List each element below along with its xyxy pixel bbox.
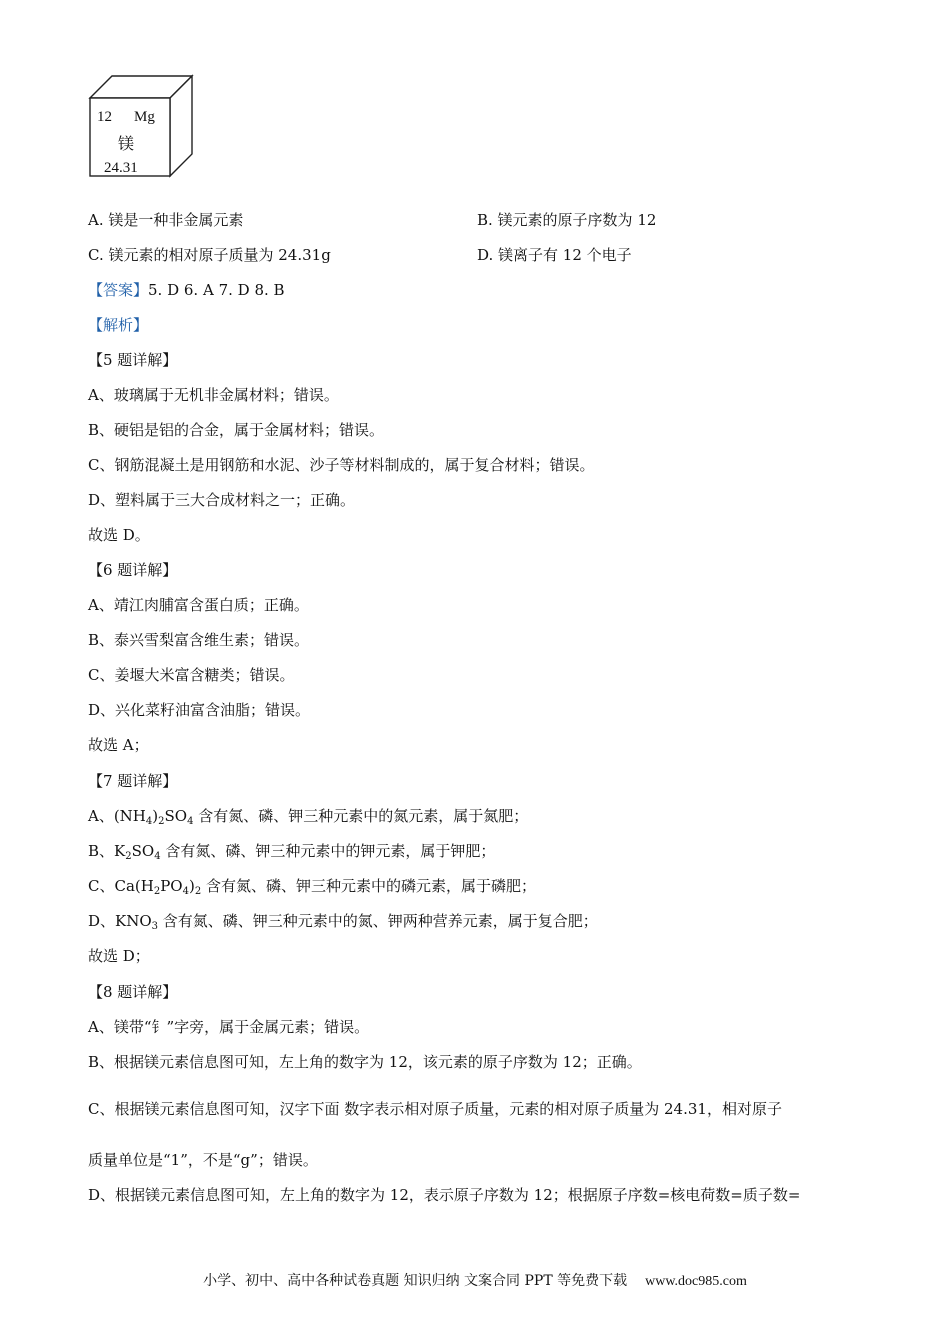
q8-line-c-cont: 质量单位是“1”，不是“g”；错误。 (88, 1151, 318, 1169)
q8-heading: 【8 题详解】 (88, 983, 178, 1001)
option-b: B. 镁元素的原子序数为 12 (477, 211, 657, 229)
q8-line-a: A、镁带“钅”字旁，属于金属元素；错误。 (88, 1018, 370, 1036)
atomic-mass: 24.31 (104, 160, 138, 176)
element-symbol: Mg (134, 109, 155, 125)
q7-line-a: A、$(NH_4)_2SO_4$ 含有氮、磷、钾三种元素中的氮元素，属于氮肥； (88, 807, 529, 827)
q5-line-c: C、钢筋混凝土是用钢筋和水泥、沙子等材料制成的，属于复合材料；错误。 (88, 456, 595, 474)
q6-line-a: A、靖江肉脯富含蛋白质；正确。 (88, 596, 309, 614)
q6-line-b: B、泰兴雪梨富含维生素；错误。 (88, 631, 310, 649)
q5-line-b: B、硬铝是铝的合金，属于金属材料；错误。 (88, 421, 385, 439)
option-a: A. 镁是一种非金属元素 (88, 211, 244, 229)
q7-heading: 【7 题详解】 (88, 772, 178, 790)
q5-line-a: A、玻璃属于无机非金属材料；错误。 (88, 386, 339, 404)
q7-line-b: B、$K_2SO_4$ 含有氮、磷、钾三种元素中的钾元素，属于钾肥； (88, 842, 496, 862)
footer-text: 小学、初中、高中各种试卷真题 知识归纳 文案合同 PPT 等免费下载 (203, 1273, 628, 1289)
option-d: D. 镁离子有 12 个电子 (477, 246, 632, 264)
q7-conclusion: 故选 D； (88, 947, 150, 965)
footer-url[interactable]: www.doc985.com (645, 1274, 747, 1289)
q8-line-b: B、根据镁元素信息图可知，左上角的数字为 12，该元素的原子序数为 12；正确。 (88, 1053, 642, 1071)
q7-line-c: C、$Ca(H_2PO_4)_2$ 含有氮、磷、钾三种元素中的磷元素，属于磷肥； (88, 877, 536, 897)
q8-line-d: D、根据镁元素信息图可知，左上角的数字为 12，表示原子序数为 12；根据原子序数=核电荷数=质子数= (88, 1186, 801, 1204)
q6-line-d: D、兴化菜籽油富含油脂；错误。 (88, 701, 311, 719)
q6-line-c: C、姜堰大米富含糖类；错误。 (88, 666, 295, 684)
answer-line (88, 280, 285, 300)
q6-heading: 【6 题详解】 (88, 561, 178, 579)
q5-line-d: D、塑料属于三大合成材料之一；正确。 (88, 491, 356, 509)
q6-conclusion: 故选 A； (88, 736, 149, 754)
magnesium-element-card (86, 72, 196, 180)
page-footer (0, 1270, 950, 1290)
q7-line-d: D、$KNO_3$ 含有氮、磷、钾三种元素中的氮、钾两种营养元素，属于复合肥； (88, 912, 598, 932)
atomic-number: 12 (97, 109, 112, 125)
element-name: 镁 (118, 134, 135, 153)
q8-line-c: C、根据镁元素信息图可知，汉字下面 数字表示相对原子质量，元素的相对原子质量为 24.31，相对原子 (88, 1100, 782, 1118)
answer-label: 【答案】 (88, 281, 149, 299)
answer-text: 5. D 6. A 7. D 8. B (148, 281, 285, 299)
q5-heading: 【5 题详解】 (88, 351, 178, 369)
analysis-label: 【解析】 (88, 316, 149, 334)
option-c: C. 镁元素的相对原子质量为 24.31g (88, 246, 331, 264)
q5-conclusion: 故选 D。 (88, 526, 150, 544)
